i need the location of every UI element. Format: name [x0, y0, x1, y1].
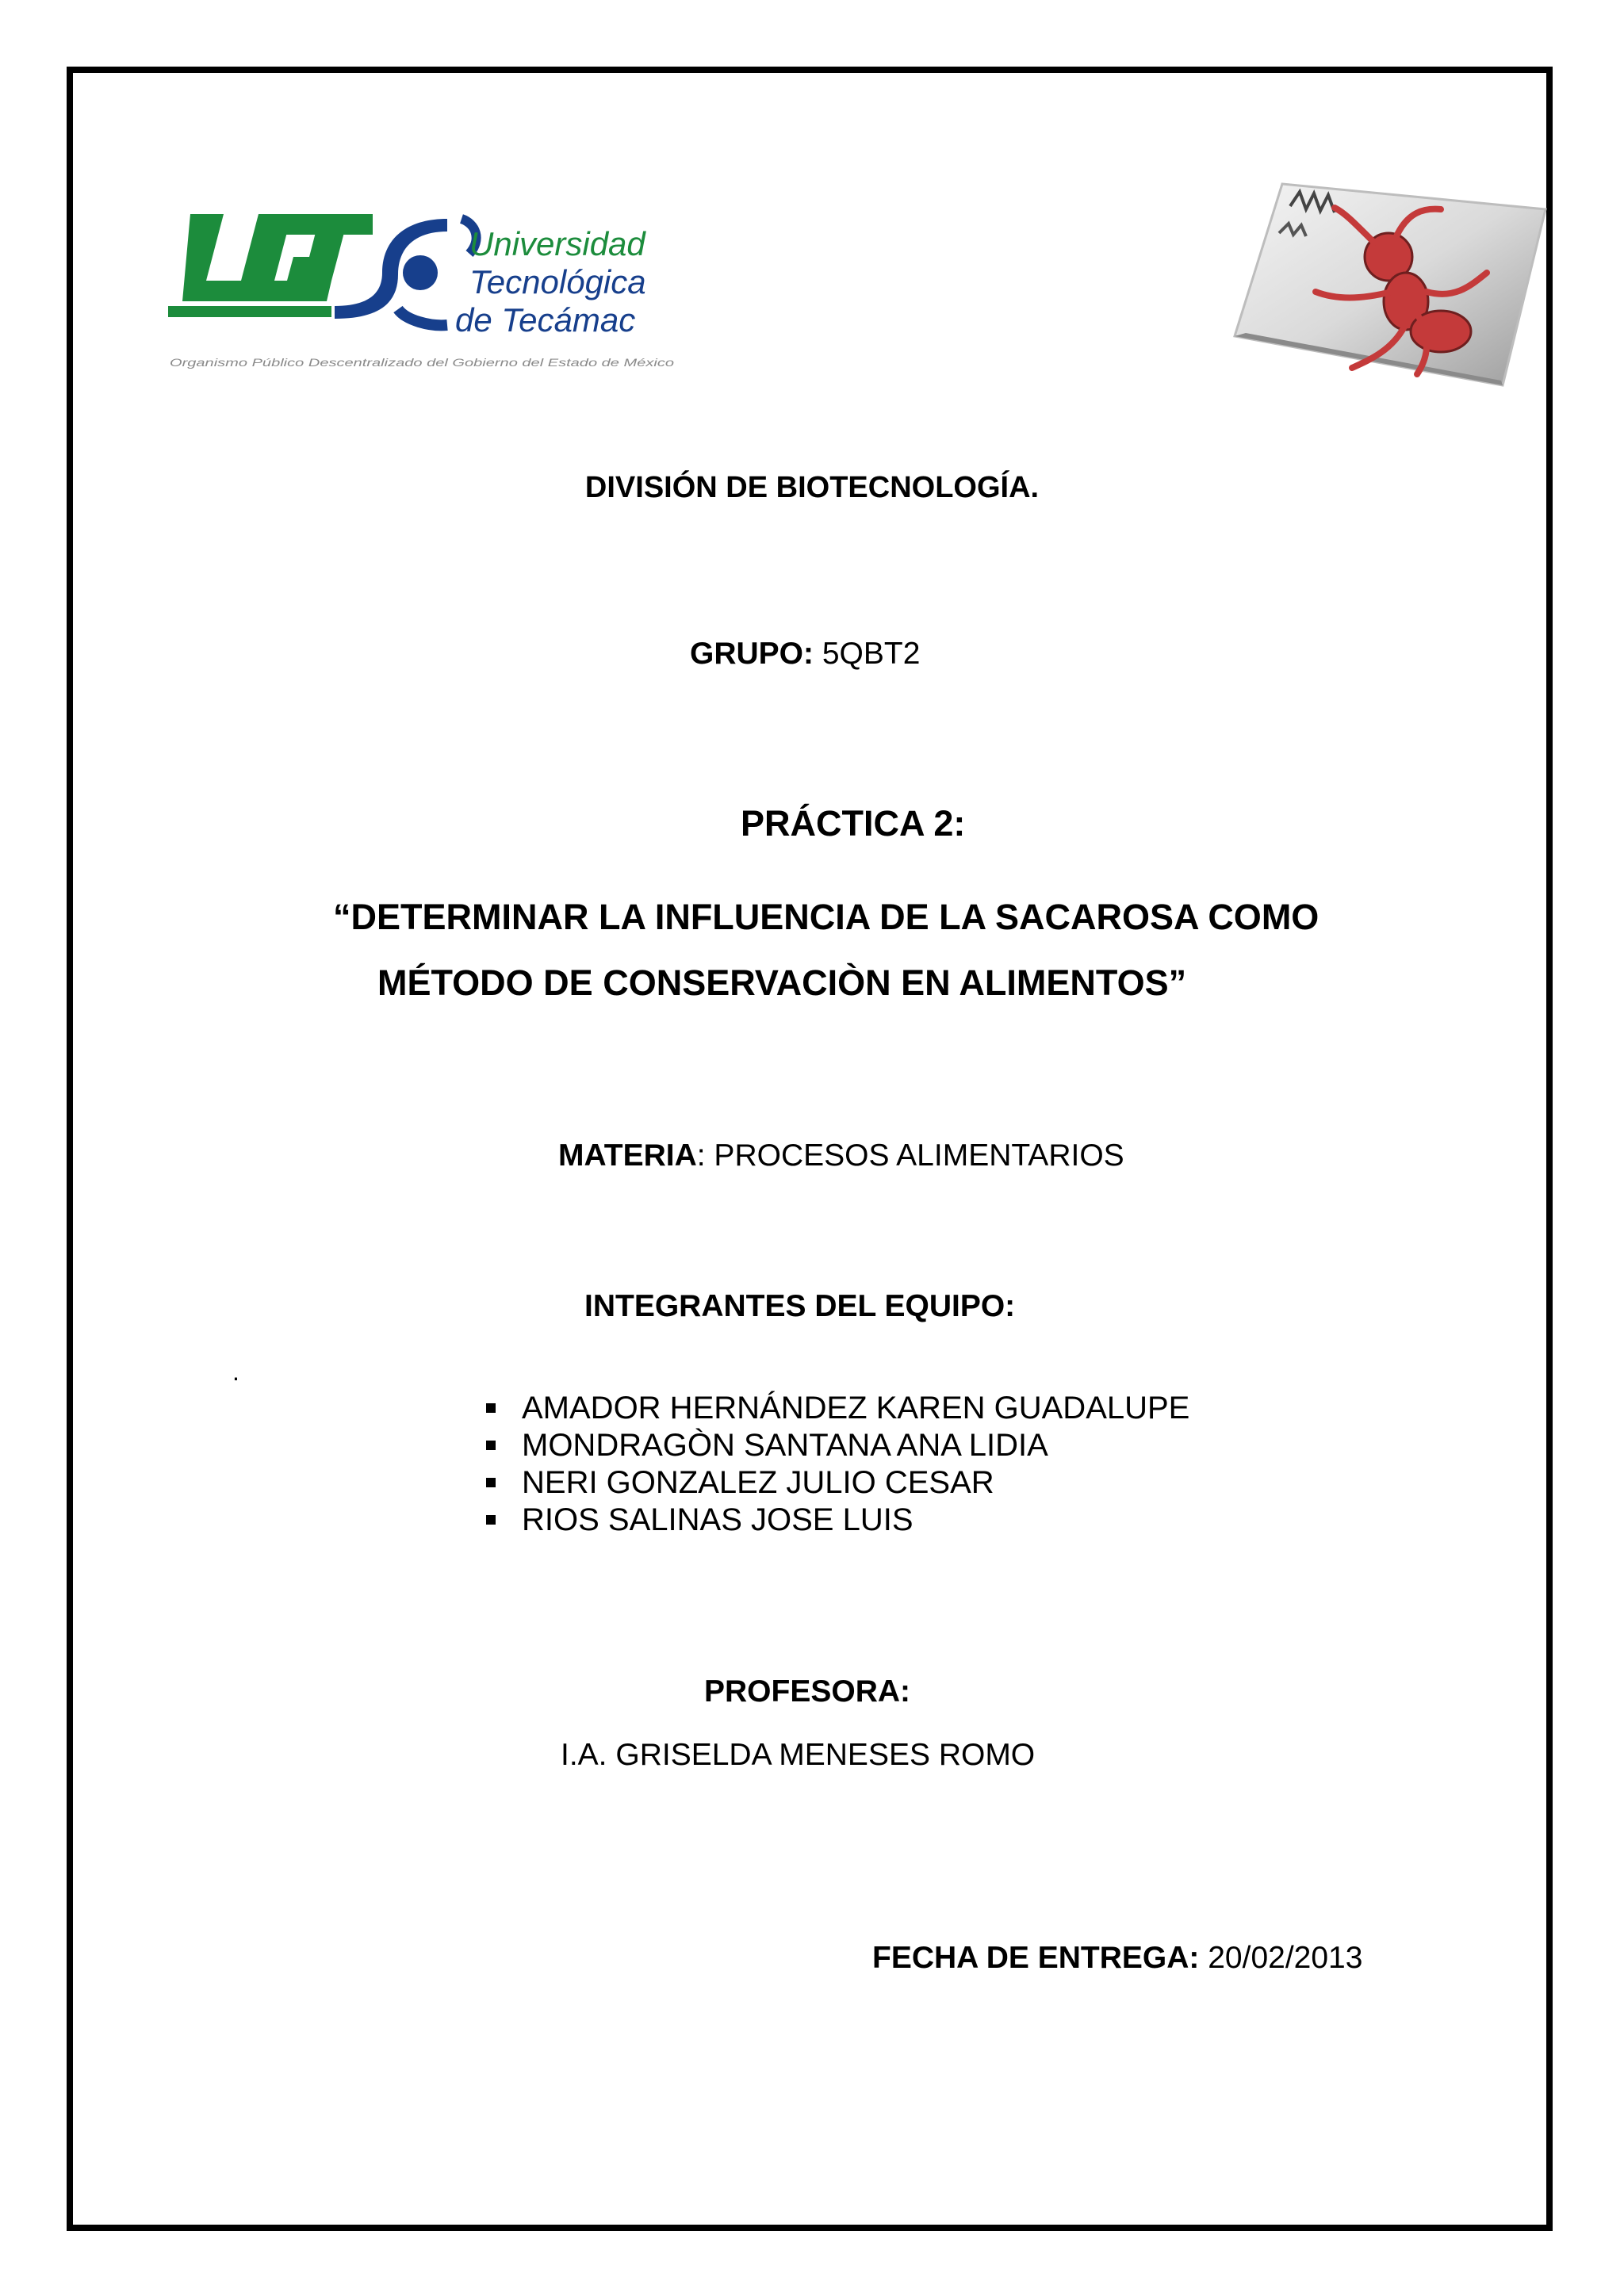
- svg-text:de Tecámac: de Tecámac: [455, 301, 636, 339]
- delivery-date-label: FECHA DE ENTREGA:: [872, 1941, 1200, 1975]
- svg-text:Tecnológica: Tecnológica: [469, 263, 646, 300]
- team-members-heading: INTEGRANTES DEL EQUIPO:: [584, 1289, 1016, 1323]
- professor-label: PROFESORA:: [704, 1674, 911, 1709]
- square-bullet-icon: [486, 1478, 496, 1487]
- practice-title-line-2: MÉTODO DE CONSERVACIÒN EN ALIMENTOS”: [377, 962, 1187, 1003]
- delivery-date-line: [872, 1941, 1362, 1976]
- member-name: AMADOR HERNÁNDEZ KAREN GUADALUPE: [522, 1391, 1190, 1425]
- member-name: NERI GONZALEZ JULIO CESAR: [522, 1465, 994, 1500]
- square-bullet-icon: [486, 1441, 496, 1450]
- subject-value: : PROCESOS ALIMENTARIOS: [696, 1138, 1124, 1173]
- subject-line: [558, 1138, 1124, 1173]
- member-name: MONDRAGÒN SANTANA ANA LIDIA: [522, 1428, 1048, 1463]
- professor-name: I.A. GRISELDA MENESES ROMO: [561, 1738, 1036, 1772]
- square-bullet-icon: [486, 1403, 496, 1413]
- delivery-date-value: 20/02/2013: [1199, 1941, 1363, 1975]
- subject-label: MATERIA: [558, 1138, 697, 1173]
- division-heading: DIVISIÓN DE BIOTECNOLOGÍA.: [584, 471, 1040, 504]
- ant-emblem-icon: [1233, 181, 1549, 388]
- team-members-list: [485, 1390, 1189, 1539]
- stray-mark: .: [232, 1357, 239, 1386]
- practice-number: PRÁCTICA 2:: [741, 803, 966, 844]
- group-value: 5QBT2: [814, 637, 921, 671]
- group-label: GRUPO:: [690, 637, 814, 671]
- square-bullet-icon: [486, 1515, 496, 1525]
- list-item: [485, 1502, 1189, 1539]
- svg-text:Universidad: Universidad: [469, 225, 645, 262]
- member-name: RIOS SALINAS JOSE LUIS: [522, 1502, 914, 1537]
- practice-title-line-1: “DETERMINAR LA INFLUENCIA DE LA SACAROSA COMO: [333, 897, 1320, 937]
- svg-text:Organismo Público Descentraliz: Organismo Público Descentralizado del Gobierno del Estado de México: [170, 357, 675, 369]
- group-line: [690, 637, 920, 672]
- list-item: [485, 1390, 1189, 1427]
- list-item: [485, 1427, 1189, 1464]
- list-item: [485, 1464, 1189, 1502]
- university-logo: [168, 208, 676, 381]
